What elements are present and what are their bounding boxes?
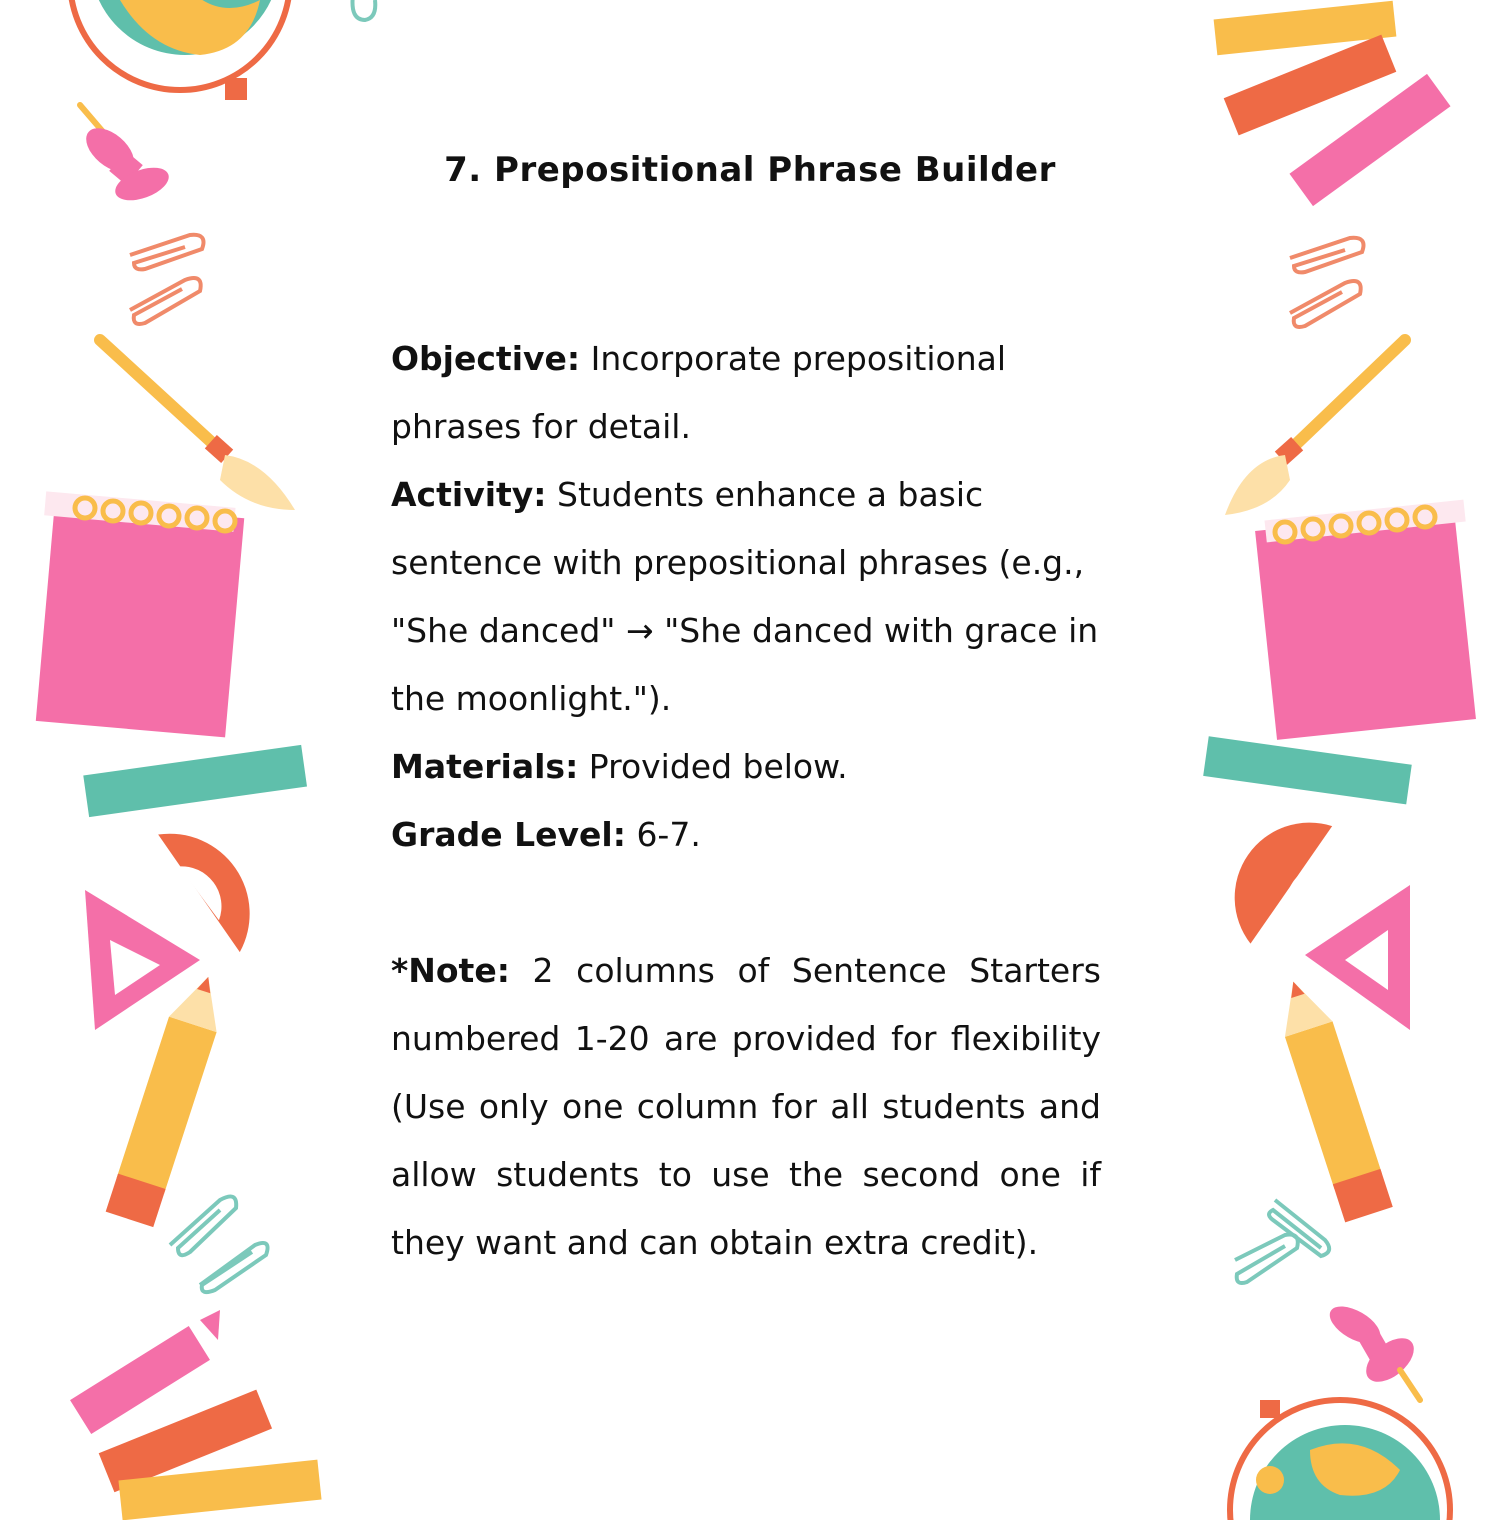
field-label: Objective:	[391, 339, 581, 378]
ruler-icon	[80, 730, 320, 820]
page-title: 7. Prepositional Phrase Builder	[444, 150, 1056, 190]
notebook-icon	[65, 480, 305, 740]
field-label: Activity:	[391, 475, 547, 514]
field-label: Grade Level:	[391, 815, 626, 854]
left-border-decoration	[60, 0, 420, 1500]
paperclip-icon	[120, 225, 210, 335]
field-label: Materials:	[391, 747, 579, 786]
activity-description	[391, 325, 1101, 1277]
right-border-decoration	[1075, 0, 1435, 1500]
globe-icon	[1170, 1400, 1440, 1520]
field-value: 6-7.	[636, 815, 701, 854]
activity-field	[391, 461, 1101, 733]
paperclip-icon	[160, 1190, 280, 1300]
note-label: *Note:	[391, 951, 510, 990]
materials-field	[391, 733, 1101, 801]
grade-level-field	[391, 801, 1101, 869]
paperclip-icon	[1225, 1190, 1345, 1300]
notebook-icon	[1255, 480, 1455, 740]
crayon-icon	[60, 1300, 380, 1500]
field-value: Students enhance a basic sentence with prepositional phrases (e.g., "She danced" → "She danced with grace in the moonlight.").	[391, 475, 1099, 718]
field-value: Incorporate prepositional phrases for detail.	[391, 339, 1007, 446]
paperclip-icon	[345, 0, 385, 30]
ruler-icon	[1200, 730, 1420, 820]
paperclip-icon	[1280, 228, 1380, 338]
pushpin-icon	[1325, 1300, 1435, 1410]
objective-field	[391, 325, 1101, 461]
note-text: 2 columns of Sentence Starters numbered 1-20 are provided for flexibility (Use only one column for all students and allow students to use the second one if they want and can obtain extra credit).	[391, 951, 1101, 1262]
field-value: Provided below.	[588, 747, 848, 786]
note-paragraph	[391, 937, 1101, 1277]
